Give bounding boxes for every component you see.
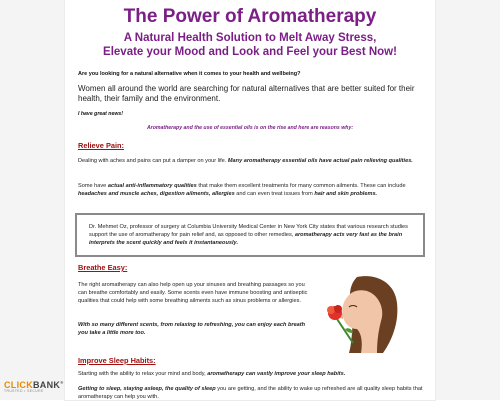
sleep-paragraph-1 — [78, 370, 426, 378]
question-text: Are you looking for a natural alternative when it comes to your health and wellbeing? — [78, 71, 301, 77]
page-subtitle — [65, 31, 435, 59]
quote-emphasis: aromatherapy acts very fast as the brain interprets the scent quickly and feels it instantaneously. — [89, 232, 403, 246]
great-news-text: I have great news! — [78, 111, 123, 117]
clickbank-tagline: TRUSTED • SECURE — [4, 389, 44, 393]
sleep-p1-text: Starting with the ability to relax your mind and body, — [78, 371, 208, 377]
intro-paragraph: Women all around the world are searching for natural alternatives that are better suited for their health, their family and the environment. — [78, 84, 415, 103]
pain-p2-emph-b: actual anti-inflammatory qualities — [107, 183, 197, 189]
clickbank-badge[interactable] — [4, 380, 64, 396]
pain-p1-emphasis: Many aromatherapy essential oils have actual pain relieving qualities. — [227, 158, 413, 164]
pain-p2-emph-f: hair and skin problems. — [314, 191, 378, 197]
rise-line: Aromatherapy and the use of essential oils is on the rise and here are reasons why: — [146, 125, 354, 131]
woman-smelling-flower-image — [319, 273, 409, 353]
sleep-p2-emphasis: Getting to sleep, staying asleep, the quality of sleep — [78, 386, 216, 392]
clickbank-brand-a: CLICK — [4, 380, 33, 390]
heading-breathe-easy: Breathe Easy: — [78, 263, 128, 272]
clickbank-brand-b: BANK — [33, 380, 61, 390]
breathe-paragraph-2: With so many different scents, from relaxing to refreshing, you can enjoy each breath you take a little more too. — [78, 322, 306, 336]
left-margin — [0, 0, 65, 400]
heading-improve-sleep: Improve Sleep Habits: — [78, 356, 156, 365]
sales-page — [65, 0, 435, 400]
sleep-p2-text: you are getting, and the ability to wake up refreshed are all quality sleep habits that aromatherapy can help you with. — [78, 386, 423, 400]
breathe-paragraph-1: The right aromatherapy can also help open up your sinuses and breathing passages so you can breathe comfortably and easily. Some scents even have immune boosting and antiseptic qualities that could help with some breathing ailments such as sinus problems or allergies. — [78, 282, 308, 304]
clickbank-reg-mark: ® — [60, 380, 64, 385]
pain-paragraph-1 — [78, 157, 426, 165]
pain-p1-text: Dealing with aches and pains can put a damper on your life. — [78, 158, 228, 164]
pain-p2-emph-d: headaches and muscle aches, digestion ailments, allergies — [78, 191, 235, 197]
subtitle-line-2: Elevate your Mood and Look and Feel your Best Now! — [103, 46, 397, 58]
page-title: The Power of Aromatherapy — [123, 6, 377, 27]
quote-box — [75, 213, 425, 257]
sleep-paragraph-2 — [78, 385, 426, 401]
sleep-p1-emphasis: aromatherapy can vastly improve your sleep habits. — [207, 371, 346, 377]
quote-text — [89, 223, 409, 247]
pain-p2-text-e: and can even treat issues from — [234, 191, 315, 197]
right-margin — [435, 0, 500, 400]
pain-p2-text-c: that make them excellent treatments for many common ailments. These can include — [196, 183, 406, 189]
pain-paragraph-2 — [78, 182, 426, 198]
subtitle-line-1: A Natural Health Solution to Melt Away Stress, — [123, 32, 377, 44]
pain-p2-text-a: Some have — [78, 183, 108, 189]
quote-plain: Dr. Mehmet Oz, professor of surgery at Columbia University Medical Center in New York City states that various research studies support the use of aromatherapy for pain relief and, as opposed to other remedies, — [89, 224, 408, 238]
heading-relieve-pain: Relieve Pain: — [78, 141, 125, 150]
